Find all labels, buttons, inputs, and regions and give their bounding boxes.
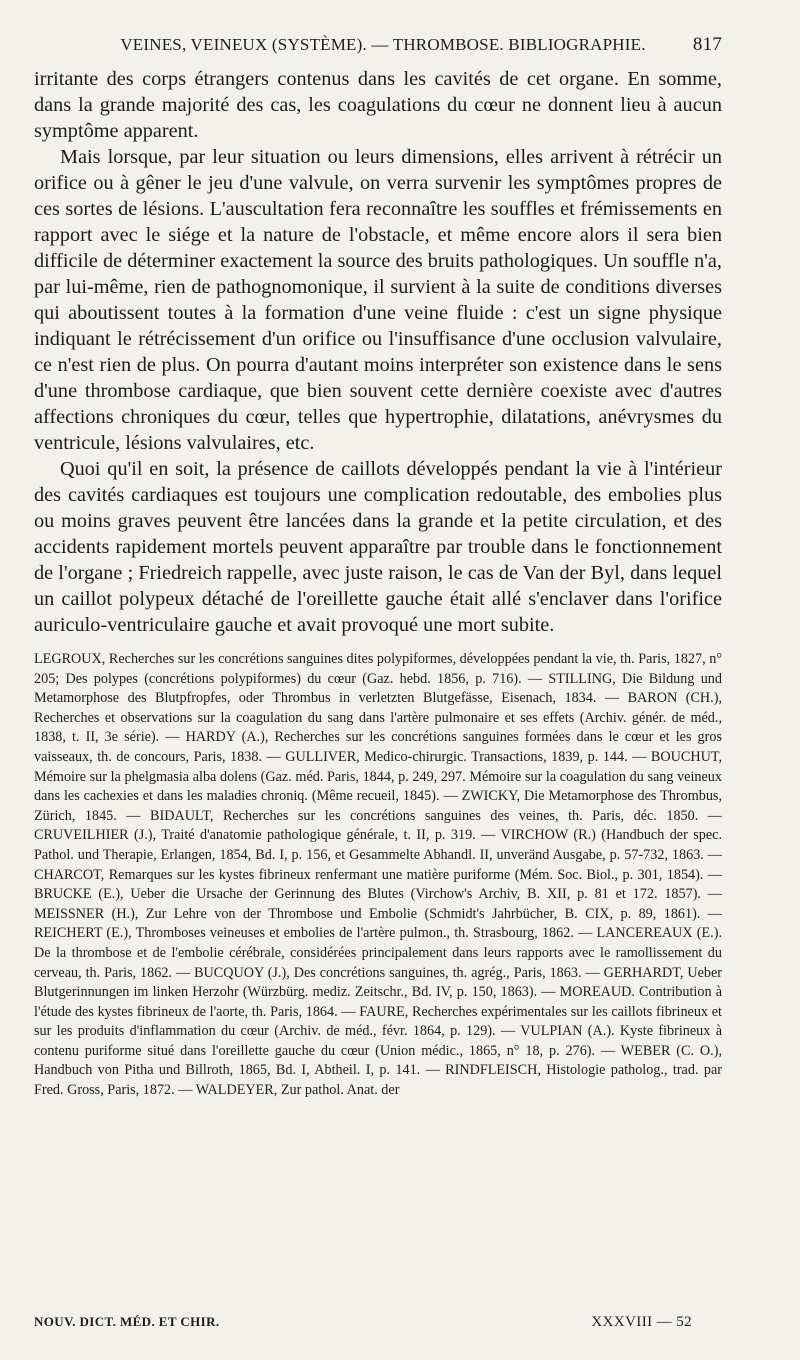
bibliography: [34, 650, 722, 1101]
bibliography-text: LEGROUX, Recherches sur les concrétions sanguines dites polypiformes, développées pendant la vie, th. Paris, 1827, n° 205; Des polypes (concrétions polypiformes) du cœur (Gaz. hebd. 1856, p. 716). — STILLING, Die Bildung und Metamorphose des Blutpfropfes, oder Thrombus in verletzten Blutgefässe, Eisenach, 1834. — BARON (CH.), Recherches et observations sur la coagulation du sang dans l'artère pulmonaire et ses effets (Archiv. génér. de méd., 1838, t. II, 3e série). — HARDY (A.), Recherches sur les concrétions sanguines formées dans le cœur et les gros vaisseaux, th. de concours, Paris, 1838. — GULLIVER, Medico-chirurgic. Transactions, 1839, p. 144. — BOUCHUT, Mémoire sur la phelgmasia alba dolens (Gaz. méd. Paris, 1844, p. 249, 297. Mémoire sur la coagulation du sang veineux dans les cachexies et dans les maladies chroniq. (Même recueil, 1845). — ZWICKY, Die Metamorphose des Thrombus, Zürich, 1845. — BIDAULT, Recherches sur les concrétions sanguines des veines, th. Paris, déc. 1850. — CRUVEILHIER (J.), Traité d'anatomie pathologique générale, t. II, p. 319. — VIRCHOW (R.) (Handbuch der spec. Pathol. und Therapie, Erlangen, 1854, Bd. I, p. 156, et Gesammelte Abhandl. II, unveränd Ausgabe, p. 57-732, 1863. — CHARCOT, Remarques sur les kystes fibrineux renfermant une matière puriforme (Mém. Soc. Biol., p. 301, 1854). — BRUCKE (E.), Ueber die Ursache der Gerinnung des Blutes (Virchow's Archiv, B. XII, p. 81 et 172. 1857). — MEISSNER (H.), Zur Lehre von der Thrombose und Embolie (Schmidt's Jahrbücher, B. CIX, p. 89, 1861). — REICHERT (E.), Thromboses veineuses et embolies de l'artère pulmon., th. Strasbourg, 1862. — LANCEREAUX (E.). De la thrombose et de l'embolie cérébrale, considérées principalement dans leurs rapports avec le ramollissement du cerveau, th. Paris, 1862. — BUCQUOY (J.), Des concrétions sanguines, th. agrég., Paris, 1863. — GERHARDT, Ueber Blutgerinnungen im linken Herzohr (Würzbürg. mediz. Zeitschr., Bd. IV, p. 150, 1863). — MOREAUD. Contribution à l'étude des kystes fibrineux de l'aorte, th. Paris, 1864. — FAURE, Recherches expérimentales sur les caillots fibrineux et sur les produits d'inflammation du cœur (Archiv. de méd., févr. 1864, p. 129). — VULPIAN (A.). Kyste fibrineux à contenu puriforme situé dans l'oreillette gauche du cœur (Union médic., 1865, n° 18, p. 276). — WEBER (C. O.), Handbuch von Pitha und Billroth, 1865, Bd. I, Abtheil. I, p. 141. — RINDFLEISCH, Histologie patholog., trad. par Fred. Gross, Paris, 1872. — WALDEYER, Zur pathol. Anat. der: [34, 651, 722, 1099]
page-header: [34, 34, 722, 64]
paragraph: Mais lorsque, par leur situation ou leurs dimensions, elles arrivent à rétrécir un orifice ou à gêner le jeu d'une valvule, on verra survenir les symptômes propres de ces sortes de lésions. L'auscultation fera reconnaître les souffles et frémissements en rapport avec le siége et la nature de l'obstacle, et même encore alors il sera bien difficile de déterminer exactement la source des bruits pathologiques. Un souffle n'a, par lui-même, rien de pathognomonique, il survient à la suite de conditions diverses qui aboutissent toutes à la formation d'une veine fluide : c'est un signe physique indiquant le rétrécissement d'un orifice ou l'insuffisance d'une occlusion valvulaire, ce n'est rien de plus. On pourra d'autant moins interpréter son existence dans le sens d'une thrombose cardiaque, que bien souvent cette dernière coexiste avec d'autres affections chroniques du cœur, telles que hypertrophie, dilatations, anévrysmes du ventricule, lésions valvulaires, etc.: [34, 146, 722, 454]
signature-mark: XXXVIII — 52: [591, 1314, 692, 1330]
page-footer: [34, 1314, 722, 1331]
main-text: [34, 66, 722, 638]
page-number: 817: [692, 34, 722, 55]
running-title: VEINES, VEINEUX (SYSTÈME). — THROMBOSE. BIBLIOGRAPHIE.: [120, 35, 646, 54]
paragraph: irritante des corps étrangers contenus dans les cavités de cet organe. En somme, dans la grande majorité des cas, les coagulations du cœur ne donnent lieu à aucun symptôme apparent.: [34, 68, 722, 142]
document-page: [34, 34, 722, 1334]
paragraph: Quoi qu'il en soit, la présence de caillots développés pendant la vie à l'intérieur des cavités cardiaques est toujours une complication redoutable, des embolies plus ou moins graves peuvent être lancées dans la grande et la petite circulation, et des accidents rapidement mortels peuvent apparaître par trouble dans le fonctionnement de l'organe ; Friedreich rappelle, avec juste raison, le cas de Van der Byl, dans lequel un caillot polypeux détaché de l'oreillette gauche était allé s'enclaver dans l'orifice auriculo-ventriculaire gauche et avait provoqué une mort subite.: [34, 458, 722, 636]
footer-title: NOUV. DICT. MÉD. ET CHIR.: [34, 1314, 220, 1329]
